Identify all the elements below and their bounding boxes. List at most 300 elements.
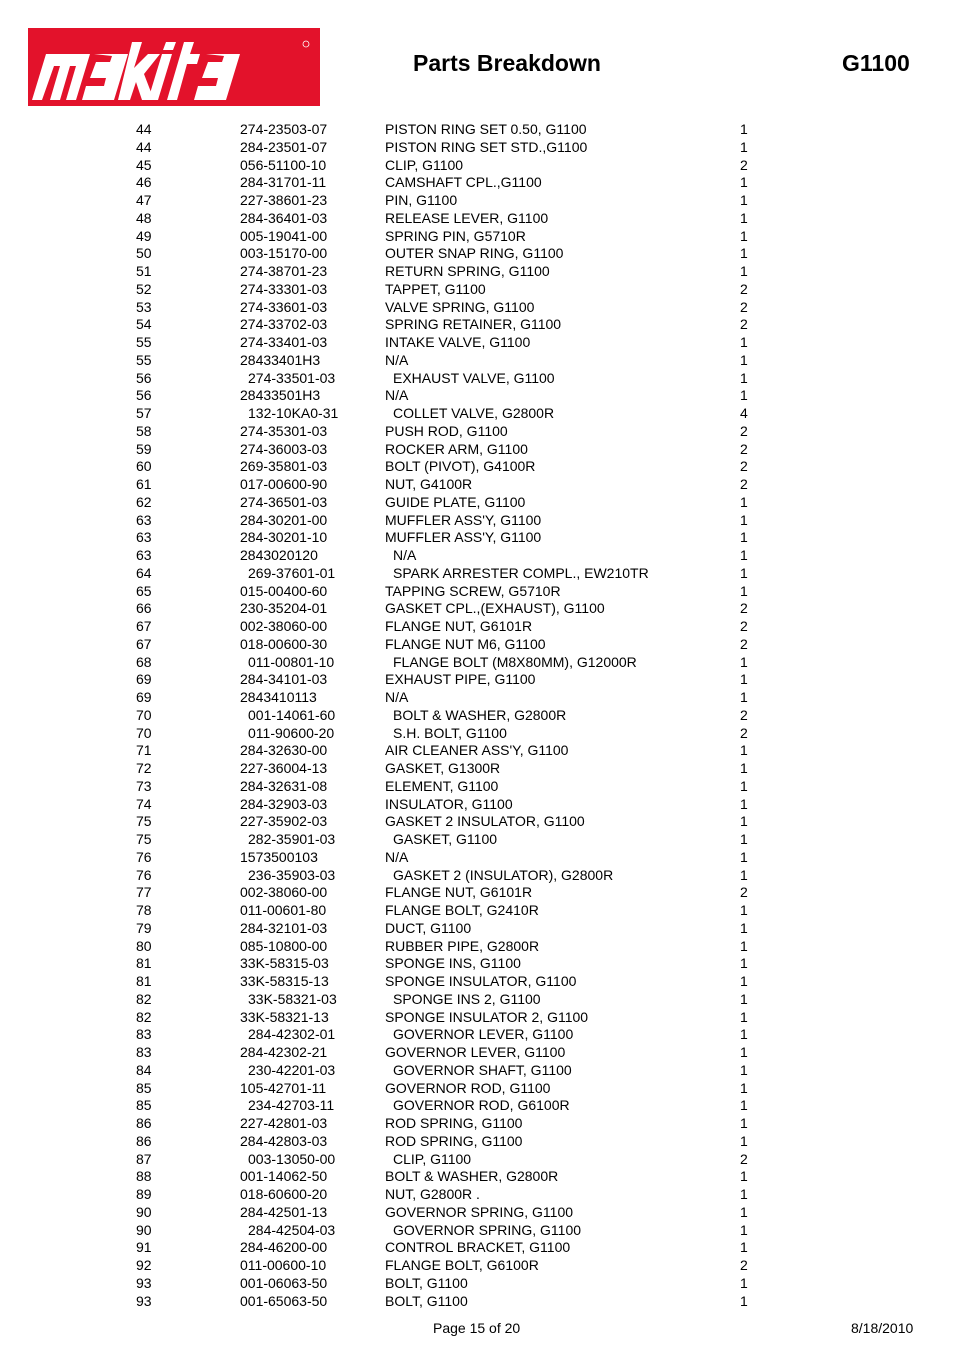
part-number: 284-32903-03 [240,795,328,812]
item-number: 90 [136,1203,152,1220]
quantity: 2 [740,156,748,173]
part-description: MUFFLER ASS'Y, G1100 [385,529,542,546]
table-row [0,813,954,831]
quantity: 1 [740,529,748,546]
part-number: 001-06063-50 [240,1274,328,1291]
table-row [0,476,954,494]
part-number: 274-33601-03 [240,298,328,315]
part-number: 002-38060-00 [240,618,328,634]
quantity: 1 [740,209,748,226]
part-description: COLLET VALVE, G2800R [393,405,555,421]
item-number: 54 [136,316,152,333]
part-number: 236-35903-03 [248,866,336,883]
part-number: 2843410113 [240,689,317,705]
part-description: GASKET, G1300R [385,760,501,776]
part-description: GOVERNOR ROD, G6100R [393,1097,570,1114]
item-number: 55 [136,351,152,368]
item-number: 47 [136,192,152,208]
table-row [0,1151,954,1169]
quantity: 1 [740,1168,748,1185]
item-number: 55 [136,334,152,350]
table-row [0,1186,954,1204]
quantity: 1 [740,493,748,510]
quantity: 1 [740,902,748,918]
part-number: 001-14062-50 [240,1168,328,1185]
part-number: 284-46200-00 [240,1239,328,1256]
quantity: 2 [740,1257,748,1273]
part-description: TAPPING SCREW, G5710R [385,582,561,599]
part-number: 284-42501-13 [240,1203,328,1220]
item-number: 86 [136,1132,152,1149]
quantity: 1 [740,1061,748,1078]
part-description: GOVERNOR SPRING, G1100 [393,1221,582,1238]
part-description: GASKET 2 (INSULATOR), G2800R [393,866,614,883]
part-description: ROD SPRING, G1100 [385,1115,523,1131]
item-number: 59 [136,440,152,457]
quantity: 1 [740,174,748,191]
part-description: GASKET CPL.,(EXHAUST), G1100 [385,600,605,617]
quantity: 1 [740,777,748,794]
quantity: 1 [740,937,748,954]
part-number: 33K-58315-03 [240,955,329,972]
item-number: 67 [136,618,152,634]
table-row [0,370,954,388]
item-number: 81 [136,973,152,989]
part-description: N/A [385,351,409,368]
item-number: 44 [136,121,152,137]
part-description: PISTON RING SET STD.,G1100 [385,138,588,155]
part-description: ROCKER ARM, G1100 [385,440,528,457]
part-number: 011-00801-10 [248,653,335,670]
item-number: 53 [136,298,152,315]
item-number: 79 [136,919,152,936]
table-row [0,1044,954,1062]
quantity: 1 [740,1044,748,1060]
parts-list [0,121,954,1310]
quantity: 2 [740,724,748,741]
table-row [0,1115,954,1133]
table-row [0,334,954,352]
item-number: 56 [136,387,152,404]
model-number: G1100 [842,50,910,76]
part-number: 018-00600-30 [240,635,328,652]
part-description: BOLT, G1100 [385,1274,468,1291]
part-number: 284-30201-10 [240,529,328,546]
part-number: 282-35901-03 [248,831,336,847]
item-number: 70 [136,706,152,723]
table-row [0,742,954,760]
part-number: 274-23503-07 [240,121,328,137]
quantity: 1 [740,1239,748,1256]
item-number: 51 [136,263,152,279]
table-row [0,618,954,636]
part-description: CONTROL BRACKET, G1100 [385,1239,571,1256]
part-number: 33K-58321-13 [240,1008,329,1025]
print-date: 8/18/2010 [851,1320,914,1336]
part-number: 284-34101-03 [240,671,328,688]
part-number: 284-32101-03 [240,919,328,936]
table-row [0,1062,954,1080]
quantity: 1 [740,1079,748,1096]
part-number: 002-38060-00 [240,884,328,901]
quantity: 1 [740,351,748,368]
part-number: 269-37601-01 [248,564,336,581]
part-number: 1573500103 [240,848,318,865]
quantity: 1 [740,582,748,599]
part-number: 227-42801-03 [240,1115,328,1131]
part-description: OUTER SNAP RING, G1100 [385,245,564,262]
table-row [0,831,954,849]
table-row [0,210,954,228]
item-number: 69 [136,689,152,705]
item-number: 82 [136,1008,152,1025]
part-description: N/A [385,848,409,865]
part-description: BOLT & WASHER, G2800R [393,706,567,723]
item-number: 89 [136,1186,152,1202]
part-number: 056-51100-10 [240,156,327,173]
quantity: 1 [740,1274,748,1291]
table-row [0,405,954,423]
quantity: 1 [740,334,748,350]
item-number: 61 [136,476,152,492]
part-number: 011-00601-80 [240,902,327,918]
item-number: 75 [136,831,152,847]
part-description: FLANGE NUT, G6101R [385,618,533,634]
part-number: 33K-58315-13 [240,973,329,989]
part-description: N/A [385,387,409,404]
table-row [0,316,954,334]
item-number: 76 [136,848,152,865]
item-number: 86 [136,1115,152,1131]
table-row [0,796,954,814]
part-description: SPARK ARRESTER COMPL., EW210TR [393,564,649,581]
item-number: 81 [136,955,152,972]
item-number: 56 [136,369,152,386]
part-description: SPONGE INSULATOR 2, G1100 [385,1008,589,1025]
quantity: 1 [740,866,748,883]
part-number: 28433401H3 [240,351,321,368]
part-description: SPONGE INSULATOR, G1100 [385,973,577,989]
item-number: 85 [136,1079,152,1096]
part-number: 227-38601-23 [240,192,328,208]
quantity: 4 [740,405,748,421]
part-number: 274-33702-03 [240,316,328,333]
part-number: 284-42504-03 [248,1221,336,1238]
item-number: 57 [136,405,152,421]
quantity: 2 [740,298,748,315]
table-row [0,778,954,796]
part-description: INTAKE VALVE, G1100 [385,334,531,350]
part-number: 105-42701-11 [240,1079,327,1096]
part-number: 274-33401-03 [240,334,328,350]
item-number: 85 [136,1097,152,1114]
table-row [0,245,954,263]
table-row [0,920,954,938]
part-number: 274-33501-03 [248,369,336,386]
part-description: VALVE SPRING, G1100 [385,298,535,315]
table-row [0,458,954,476]
item-number: 58 [136,422,152,439]
part-number: 274-36501-03 [240,493,328,510]
quantity: 2 [740,440,748,457]
part-description: AIR CLEANER ASS'Y, G1100 [385,742,569,759]
quantity: 1 [740,1097,748,1114]
part-number: 284-32630-00 [240,742,328,759]
part-description: PUSH ROD, G1100 [385,422,508,439]
quantity: 1 [740,1008,748,1025]
quantity: 1 [740,1115,748,1131]
part-description: FLANGE BOLT, G2410R [385,902,539,918]
part-number: 284-42803-03 [240,1132,328,1149]
quantity: 1 [740,1186,748,1202]
part-number: 28433501H3 [240,387,321,404]
part-description: FLANGE NUT M6, G1100 [385,635,546,652]
part-description: PIN, G1100 [385,192,458,208]
item-number: 76 [136,866,152,883]
part-number: 018-60600-20 [240,1186,328,1202]
table-row [0,725,954,743]
quantity: 1 [740,1221,748,1238]
table-row [0,263,954,281]
part-number: 227-36004-13 [240,760,328,776]
quantity: 1 [740,1203,748,1220]
table-row [0,512,954,530]
part-number: 2843020120 [240,547,318,563]
part-number: 284-42302-21 [240,1044,328,1060]
table-row [0,121,954,139]
part-description: RUBBER PIPE, G2800R [385,937,540,954]
part-number: 274-35301-03 [240,422,328,439]
table-row [0,494,954,512]
item-number: 63 [136,529,152,546]
table-row [0,973,954,991]
part-number: 085-10800-00 [240,937,328,954]
quantity: 1 [740,564,748,581]
table-row [0,423,954,441]
table-row [0,902,954,920]
item-number: 60 [136,458,152,475]
part-number: 33K-58321-03 [248,990,337,1007]
item-number: 64 [136,564,152,581]
part-description: CLIP, G1100 [393,1150,472,1167]
part-description: BOLT, G1100 [385,1292,468,1309]
page-number: Page 15 of 20 [433,1320,521,1336]
quantity: 2 [740,316,748,333]
quantity: 1 [740,192,748,208]
part-description: SPONGE INS, G1100 [385,955,521,972]
table-row [0,1275,954,1293]
part-number: 003-13050-00 [248,1150,336,1167]
item-number: 70 [136,724,152,741]
table-row [0,547,954,565]
part-number: 132-10KA0-31 [248,405,339,421]
table-row [0,636,954,654]
part-description: GOVERNOR LEVER, G1100 [393,1026,574,1043]
item-number: 50 [136,245,152,262]
table-row [0,174,954,192]
item-number: 87 [136,1150,152,1167]
item-number: 88 [136,1168,152,1185]
table-row [0,387,954,405]
part-description: SPRING PIN, G5710R [385,227,526,244]
quantity: 1 [740,919,748,936]
part-number: 001-14061-60 [248,706,336,723]
page-title: Parts Breakdown [413,50,601,76]
quantity: 2 [740,476,748,492]
part-description: EXHAUST PIPE, G1100 [385,671,536,688]
item-number: 93 [136,1274,152,1291]
item-number: 92 [136,1257,152,1273]
part-description: BOLT & WASHER, G2800R [385,1168,559,1185]
quantity: 1 [740,955,748,972]
part-description: EXHAUST VALVE, G1100 [393,369,555,386]
quantity: 1 [740,742,748,759]
item-number: 77 [136,884,152,901]
quantity: 2 [740,600,748,617]
item-number: 48 [136,209,152,226]
part-number: 284-32631-08 [240,777,328,794]
part-description: SPRING RETAINER, G1100 [385,316,562,333]
table-row [0,1293,954,1311]
part-description: FLANGE BOLT (M8X80MM), G12000R [393,653,637,670]
part-description: GASKET 2 INSULATOR, G1100 [385,813,585,830]
quantity: 2 [740,422,748,439]
part-description: GUIDE PLATE, G1100 [385,493,526,510]
table-row [0,1097,954,1115]
table-row [0,1257,954,1275]
part-number: 011-00600-10 [240,1257,327,1273]
quantity: 1 [740,760,748,776]
table-row [0,654,954,672]
table-row [0,441,954,459]
part-number: 274-38701-23 [240,263,328,279]
part-description: RETURN SPRING, G1100 [385,263,550,279]
item-number: 62 [136,493,152,510]
part-description: N/A [385,689,409,705]
table-row [0,884,954,902]
table-row [0,955,954,973]
quantity: 2 [740,635,748,652]
quantity: 1 [740,795,748,812]
item-number: 71 [136,742,152,759]
item-number: 69 [136,671,152,688]
part-description: ELEMENT, G1100 [385,777,499,794]
part-number: 284-30201-00 [240,511,328,528]
table-row [0,139,954,157]
table-row [0,281,954,299]
table-row [0,228,954,246]
quantity: 2 [740,884,748,901]
part-description: FLANGE NUT, G6101R [385,884,533,901]
item-number: 93 [136,1292,152,1309]
item-number: 65 [136,582,152,599]
table-row [0,707,954,725]
item-number: 73 [136,777,152,794]
item-number: 68 [136,653,152,670]
quantity: 1 [740,1026,748,1043]
quantity: 1 [740,511,748,528]
part-description: CLIP, G1100 [385,156,464,173]
part-description: FLANGE BOLT, G6100R [385,1257,539,1273]
quantity: 2 [740,706,748,723]
part-description: RELEASE LEVER, G1100 [385,209,549,226]
part-number: 234-42703-11 [248,1097,335,1114]
part-description: DUCT, G1100 [385,919,472,936]
quantity: 1 [740,227,748,244]
part-description: NUT, G2800R . [385,1186,480,1202]
quantity: 1 [740,1292,748,1309]
part-number: 017-00600-90 [240,476,328,492]
table-row [0,157,954,175]
table-row [0,1239,954,1257]
item-number: 63 [136,547,152,563]
part-number: 284-23501-07 [240,138,328,155]
table-row [0,583,954,601]
item-number: 66 [136,600,152,617]
part-description: N/A [393,547,417,563]
quantity: 1 [740,121,748,137]
quantity: 1 [740,387,748,404]
part-number: 284-31701-11 [240,174,327,191]
quantity: 1 [740,831,748,847]
item-number: 84 [136,1061,152,1078]
part-description: MUFFLER ASS'Y, G1100 [385,511,542,528]
table-row [0,1080,954,1098]
part-description: GOVERNOR ROD, G1100 [385,1079,551,1096]
item-number: 78 [136,902,152,918]
part-number: 001-65063-50 [240,1292,328,1309]
table-row [0,299,954,317]
item-number: 80 [136,937,152,954]
part-number: 274-36003-03 [240,440,328,457]
part-number: 227-35902-03 [240,813,328,830]
item-number: 82 [136,990,152,1007]
quantity: 1 [740,1132,748,1149]
table-row [0,1222,954,1240]
quantity: 2 [740,458,748,475]
table-row [0,565,954,583]
part-description: ROD SPRING, G1100 [385,1132,523,1149]
table-row [0,867,954,885]
part-description: PISTON RING SET 0.50, G1100 [385,121,587,137]
table-row [0,192,954,210]
table-row [0,671,954,689]
part-description: NUT, G4100R [385,476,473,492]
item-number: 44 [136,138,152,155]
table-row [0,689,954,707]
table-row [0,529,954,547]
quantity: 1 [740,813,748,830]
quantity: 1 [740,369,748,386]
quantity: 2 [740,1150,748,1167]
table-row [0,938,954,956]
item-number: 83 [136,1026,152,1043]
item-number: 74 [136,795,152,812]
table-row [0,600,954,618]
table-row [0,1026,954,1044]
quantity: 1 [740,653,748,670]
part-number: 005-19041-00 [240,227,328,244]
quantity: 1 [740,547,748,563]
table-row [0,1009,954,1027]
quantity: 2 [740,618,748,634]
part-number: 284-36401-03 [240,209,328,226]
table-row [0,760,954,778]
part-number: 011-90600-20 [248,724,335,741]
table-row [0,1133,954,1151]
part-description: GASKET, G1100 [393,831,498,847]
quantity: 1 [740,138,748,155]
